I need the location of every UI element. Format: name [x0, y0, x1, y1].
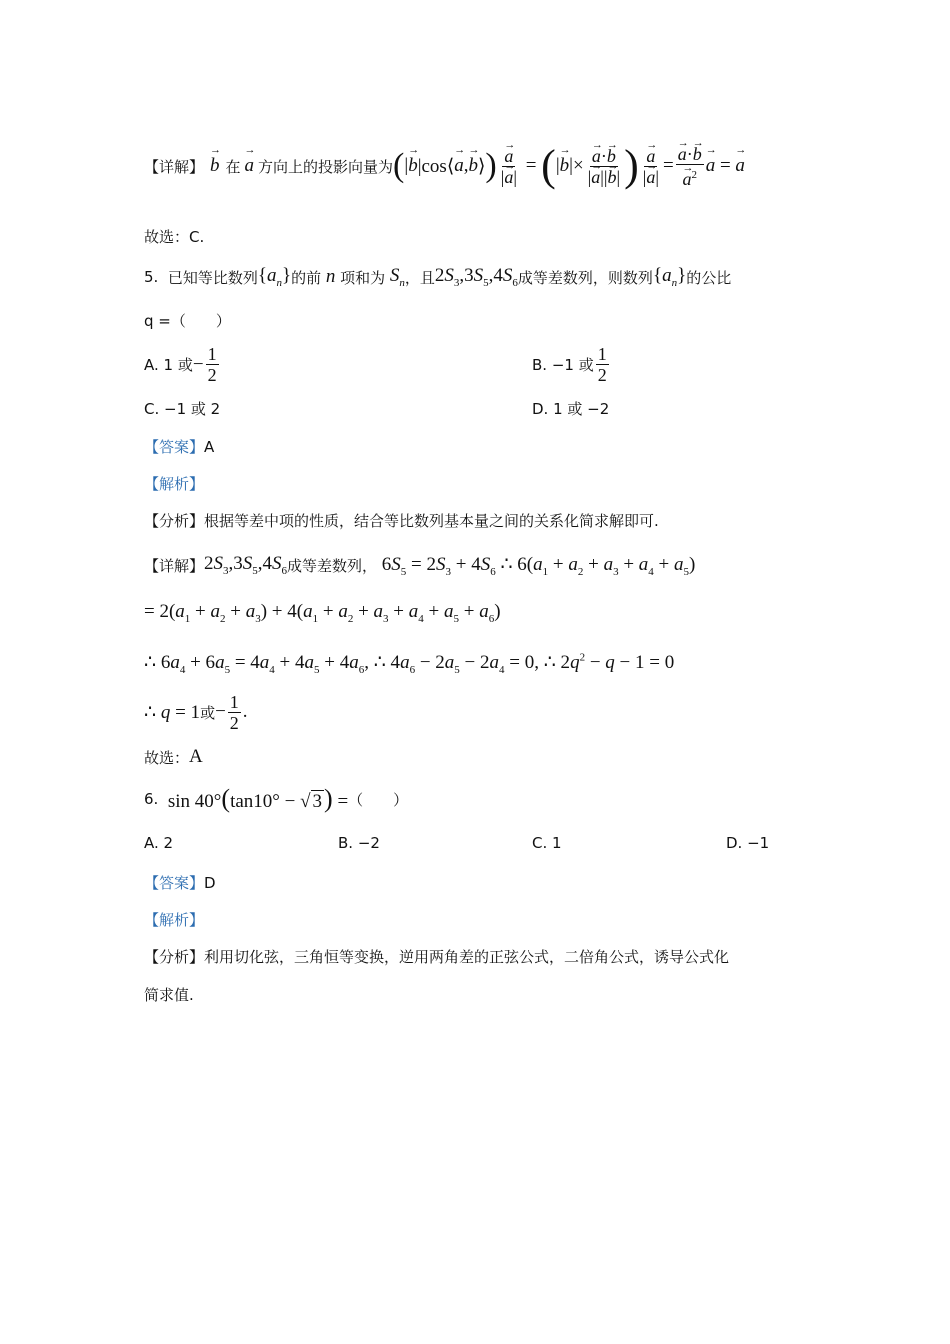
q5-q-line — [144, 310, 231, 331]
q5-text-2: 的前 — [291, 268, 322, 287]
analysis-tag-6: 【分析】 — [144, 948, 205, 966]
jiexi-tag: 【解析】 — [144, 475, 205, 493]
option-a-text: A. 1 或 — [144, 356, 193, 374]
q5-choose — [144, 746, 203, 768]
text-zai: 在 — [225, 157, 241, 176]
question-5 — [144, 262, 731, 292]
q5-detail-line-4: ∴ q = 1 或 − $\frac{1}{2}$ . — [144, 691, 248, 733]
q5-text-4: ，且 — [404, 268, 435, 287]
q6-option-d: D. −1 — [726, 834, 770, 852]
answer-tag: 【答案】 — [144, 438, 205, 456]
analysis-tag: 【分析】 — [144, 512, 205, 530]
detail-tag-5: 【详解】 — [144, 556, 205, 575]
q5-jiexi — [144, 473, 204, 494]
q6-analysis-1 — [144, 946, 729, 967]
q5-option-b: B. −1 或 $\frac{1}{2}$ — [532, 344, 607, 385]
q6-blank: （ ） — [348, 790, 409, 809]
projection-formula: ( | → b |cos⟨ → a , → b ⟩ ) → $\frac{a}{|\to a|}$ = ( | → b |× → $\frac{a\cdot\to b}{|\to a||\to b|}$ ) → $\frac{a}{|\to a|}$ = → a·→ b → $a^2$ → a = → a — [393, 144, 745, 189]
detail-tag: 【详解】 — [144, 157, 205, 176]
answer-value-6: D — [204, 873, 216, 892]
q5-option-a: A. 1 或 − $\frac{1}{2}$ — [144, 344, 217, 385]
question-number-6: 6. — [144, 790, 159, 808]
sum-sn: $S_n$ — [389, 265, 405, 289]
q6-option-c: C. 1 — [532, 834, 562, 852]
q6-answer — [144, 872, 216, 893]
vector-a: → a — [245, 155, 255, 177]
q6-option-a: A. 2 — [144, 834, 174, 852]
analysis-text-6a: 利用切化弦，三角恒等变换，逆用两角差的正弦公式，二倍角公式，诱导公式化 — [204, 948, 730, 966]
answer-value: A — [204, 437, 215, 456]
q6-analysis-2 — [144, 984, 194, 1005]
analysis-text: 根据等差中项的性质，结合等比数列基本量之间的关系化简求解即可. — [204, 512, 659, 530]
q5-detail-line-2: = $2(a_1 + a_2 + a_3) + 4(a_1 + a_2 + a_3 + a_4 + a_5 + a_6)$ — [144, 601, 501, 625]
seq-an: $\{a_n\}$ — [257, 265, 292, 289]
q5-text-6: 的公比 — [686, 268, 732, 287]
var-n: n — [321, 266, 341, 287]
or-text: 或 — [200, 703, 216, 722]
text-direction: 方向上的投影向量为 — [258, 157, 394, 176]
jiexi-tag-6: 【解析】 — [144, 911, 205, 929]
q5-answer — [144, 436, 214, 457]
question-number: 5. — [144, 268, 159, 286]
detail-text: 成等差数列， — [287, 556, 378, 575]
detail-line-projection — [144, 138, 745, 194]
answer-tag-6: 【答案】 — [144, 874, 205, 892]
q5-text-3: 项和为 — [340, 268, 386, 287]
seq-an-2: $\{a_n\}$ — [652, 265, 687, 289]
q5-option-d: D. 1 或 −2 — [532, 400, 610, 418]
option-b-text: B. −1 或 — [532, 356, 594, 374]
choose-text: 故选： — [144, 748, 190, 767]
q5-text-1: 已知等比数列 — [167, 268, 258, 287]
q5-analysis — [144, 510, 659, 531]
q5-ratio-blank: q =（ ） — [144, 312, 231, 330]
q5-detail-line-1: 【详解】 $2S_3,3S_5,4S_6$ 成等差数列， $6S_5 = 2S_3 + 4S_6$ ∴ $6(a_1 + a_2 + a_3 + a_4 + a_5)$ — [144, 553, 696, 578]
q6-option-b: B. −2 — [338, 834, 380, 852]
choose-answer: A — [189, 746, 203, 767]
q5-detail-line-3: ∴ $6a_4 + 6a_5 = 4a_4 + 4a_5 + 4a_6$, ∴ $4a_6 - 2a_5 - 2a_4 = 0$, ∴ $2q^2 - q - 1 = 0$ — [144, 651, 675, 676]
question-6: 6. sin 40°(tan10° − √ 3) = （ ） — [144, 784, 409, 813]
q5-option-c: C. −1 或 2 — [144, 400, 221, 418]
q5-text-5: 成等差数列，则数列 — [517, 268, 653, 287]
analysis-text-6b: 简求值. — [144, 986, 194, 1004]
terms-s: $2S_3,3S_5,4S_6$ — [434, 265, 518, 289]
choose-line-1: 故选：C. — [144, 228, 205, 246]
vector-b: → b — [210, 155, 220, 177]
q6-jiexi — [144, 909, 204, 930]
